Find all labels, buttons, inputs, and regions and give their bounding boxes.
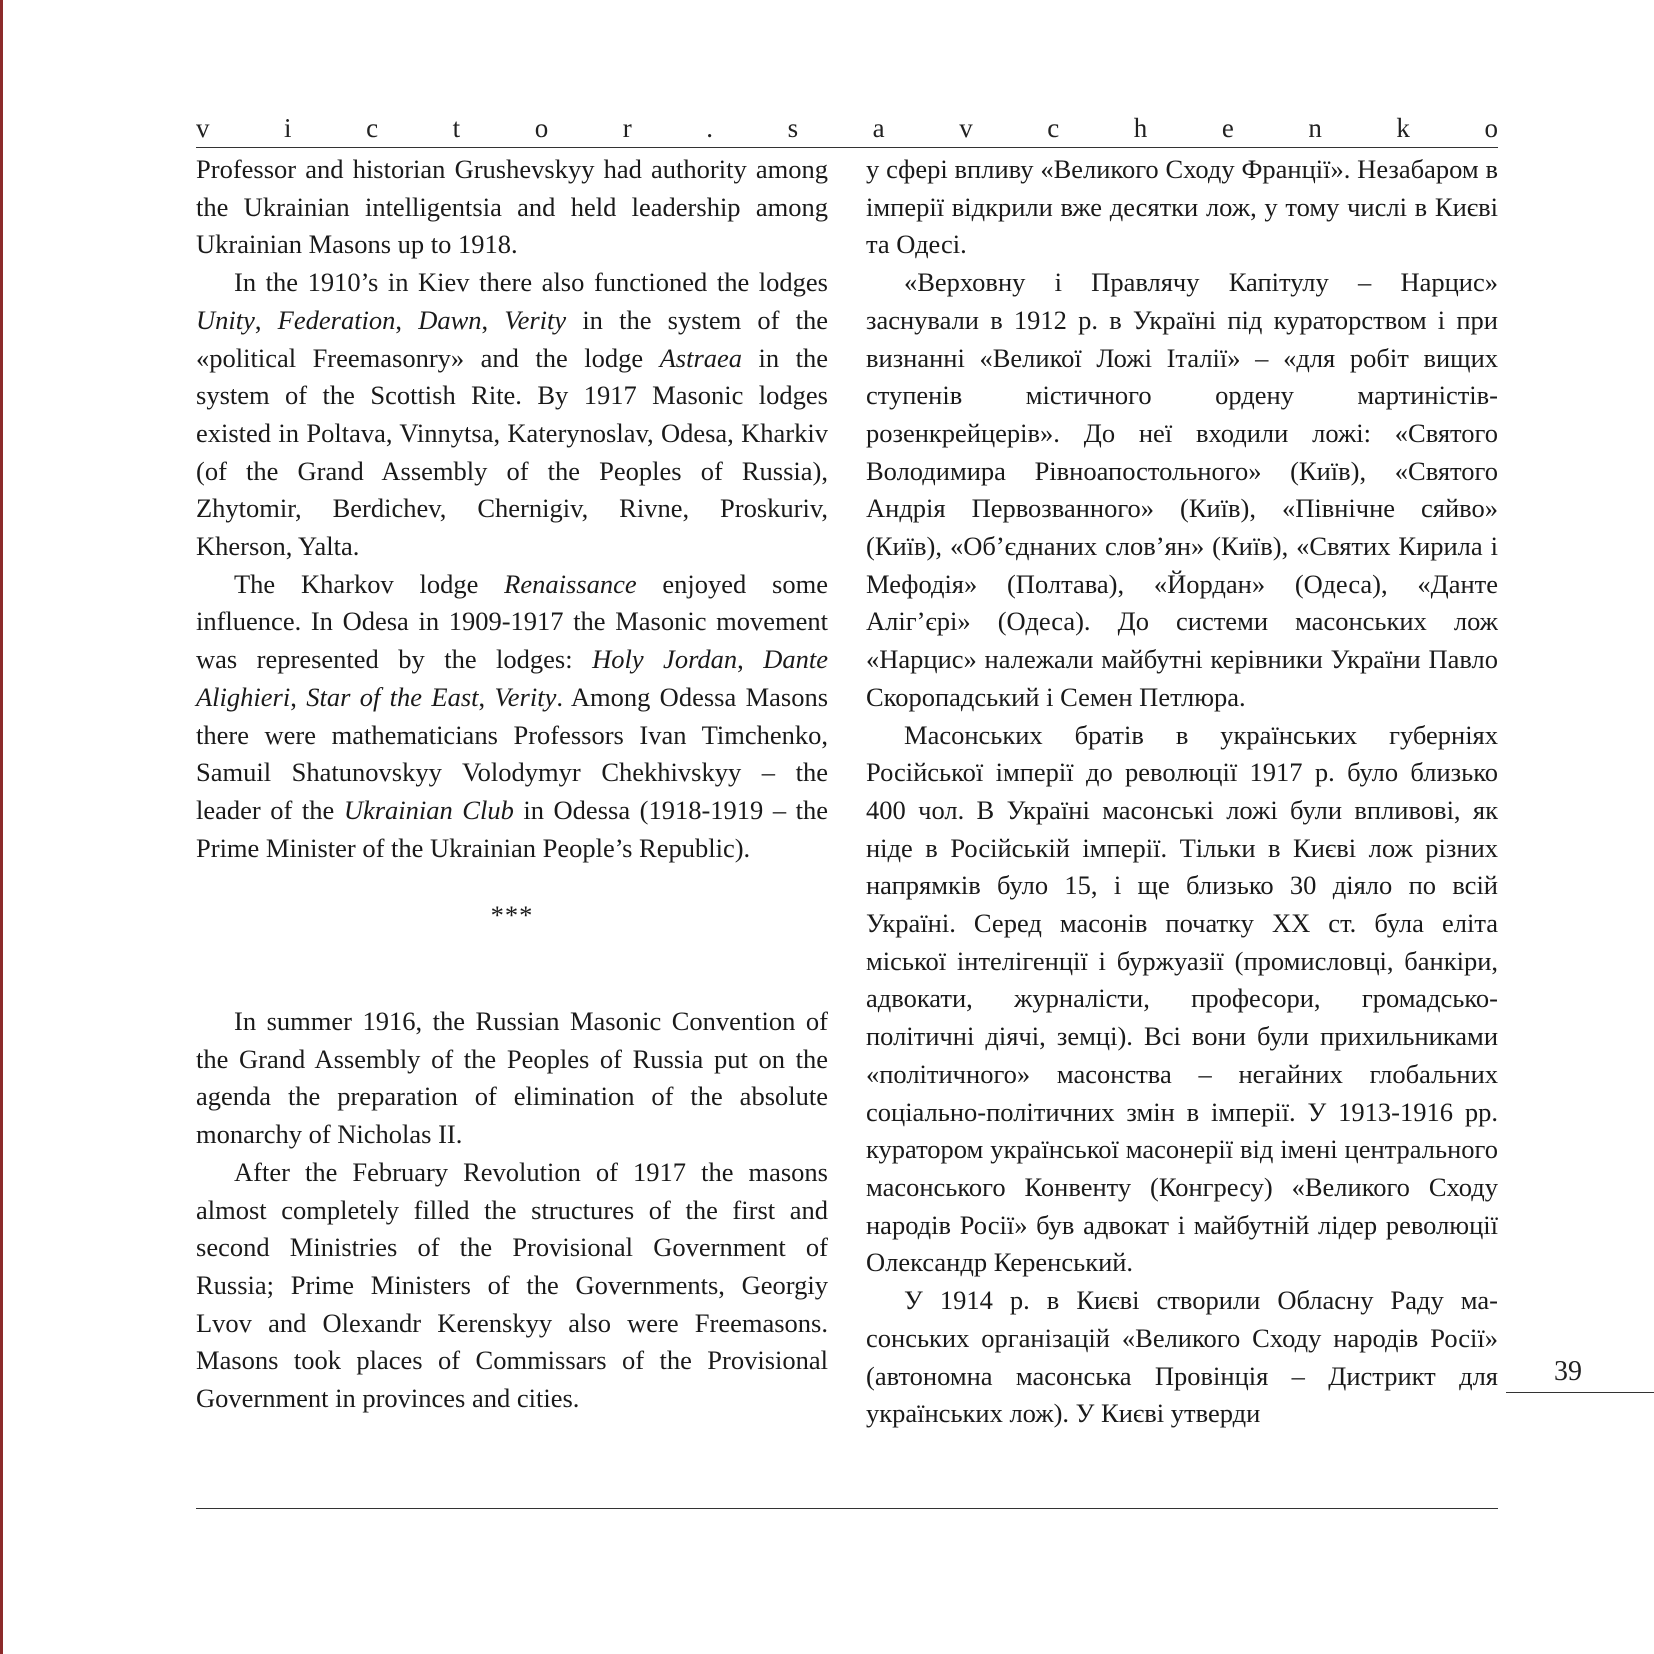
text-run: , [254,304,278,335]
lodge-name: Unity [196,304,255,335]
paragraph: After the February Revolution of 1917 the masons almost completely filled the structures of the first and second Ministries of the Provisional Government of Russia; Prime Ministers of the Governments, Georgiy Lvov and Olexandr Kerenskyy also were Freemasons. Masons took places of Commissars of the Provisional Government in provinces and cities. [196,1156,828,1414]
lodge-name: Federation [277,304,396,335]
paragraph [196,566,828,868]
paragraph: у сфері впливу «Великого Сходу Франції». Незабаром в імперії відкрили вже десятки лож, у тому числі в Києві та Одесі. [866,154,1498,260]
text-run: , [478,681,495,712]
right-column [866,151,1498,1433]
lodge-name: Dante Alighieri [196,644,829,712]
lodge-name: Renaissance [504,568,637,599]
text-run: in Odessa (1918-1919 – the Prime Minister of the Ukrainian People’s Republic). [196,794,828,863]
page-number: 39 [1554,1356,1582,1387]
header-letter: h [1133,113,1148,143]
text-run: , [737,644,764,675]
page-edge-rule [0,0,3,1654]
text-run: , [481,304,505,335]
paragraph: In summer 1916, the Russian Masonic Convention of the Grand Assembly of the Peoples of Russia put on the agenda the preparation of elimination of the absolute monarchy of Nicholas II. [196,1006,828,1150]
header-letter: s [787,113,799,143]
header-letter: . [706,113,714,143]
text-run: in the system of the «political Freemasonry» and the lodge [196,304,829,373]
header-letter: o [534,113,549,143]
header-letter: v [959,113,973,143]
header-letter: n [1308,113,1322,143]
header-letter: v [196,113,210,143]
paragraph [196,264,828,566]
text-run: The Kharkov lodge [234,568,505,599]
lodge-name: Verity [494,681,557,712]
header-letter: t [452,113,461,143]
header-letter: k [1396,113,1410,143]
running-header [196,113,1498,143]
header-letter: i [284,113,292,143]
left-column [196,151,828,1418]
header-letter: a [872,113,885,143]
text-run: enjoyed some influence. In Odesa in 1909-1917 the Masonic movement was represented by the lodges: [196,568,828,675]
section-separator: *** [490,900,534,931]
page-number-rule [1506,1392,1654,1393]
club-name: Ukrainian Club [343,794,514,825]
header-letter: r [622,113,632,143]
text-run: , [395,304,419,335]
text-run: in the system of the Scottish Rite. By 1917 Masonic lodges existed in Poltava, Vinnytsa, Katerynoslav, Odesa, Kharkiv (of the Grand Assembly of the Peoples of Russia), Zhytomir, Berdichev, Chernigiv, Rivne, Proskuriv, Kherson, Yalta. [196,342,828,562]
footer-rule [196,1508,1498,1509]
header-letter: c [366,113,379,143]
lodge-name: Star of the East [306,681,479,712]
text-run: . Among Odessa Masons there were mathematicians Professors Ivan Timchenko, Samuil Shatunovskyy Volodymyr Chekhivskyy – the leader of the [196,681,829,825]
paragraph: Масонських братів в українських губерніях Російської імперії до революції 1917 р. було близько 400 чол. В Україні масонські ложі були впливові, як ніде в Російській імперії. Тільки в Києві лож різних напрямків було 15, і ще близько 30 діяло по всій Україні. Серед масонів початку XX ст. була еліта міської інтелігенції і буржуазії (промисловці, банкіри, адвокати, журналісти, професори, громадсько-політичні діячі, земці). Всі вони були прихильниками «політичного» масонства – негайних глобальних соціально-політичних змін в імперії. У 1913-1916 рр. куратором української масонерії від імені центрального масонського Конвенту (Конгресу) «Великого Сходу народів Росії» був адвокат і майбутній лідер революції Олександр Керенський. [866,719,1498,1278]
lodge-name: Dawn [418,304,482,335]
lodge-name: Verity [504,304,567,335]
header-letter: e [1221,113,1234,143]
header-rule [196,147,1498,148]
text-run: , [290,681,307,712]
paragraph: У 1914 р. в Києві створили Обласну Раду масонських організацій «Великого Сходу народів Росії» (автономна масонська Провінція – Дистрикт для українських лож). У Києві утверди [866,1285,1498,1429]
header-letter: o [1484,113,1498,143]
lodge-name: Astraea [659,342,743,373]
header-letter: c [1047,113,1060,143]
text-run: In the 1910’s in Kiev there also functioned the lodges [234,267,828,298]
paragraph: Professor and historian Grushevskyy had authority among the Ukrainian intelligentsia and held leadership among Ukrainian Masons up to 1918. [196,154,828,260]
lodge-name: Holy Jordan [592,644,738,675]
paragraph: «Верховну і Правлячу Капітулу – Нарцис» заснували в 1912 р. в Україні під кураторством і при визнанні «Великої Ложі Італії» – «для робіт вищих ступенів містичного ордену мартиністів-розенкрейцерів». До неї входили ложі: «Святого Володимира Рівноапостольного» (Київ), «Святого Андрія Первозванного» (Київ), «Північне сяйво» (Київ), «Об’єднаних слов’ян» (Київ), «Святих Кирила і Мефодія» (Полтава), «Йордан» (Одеса), «Данте Аліг’єрі» (Одеса). До системи масонських лож «Нарцис» належали майбутні керівники України Павло Скоропадський і Семен Петлюра. [866,267,1498,712]
